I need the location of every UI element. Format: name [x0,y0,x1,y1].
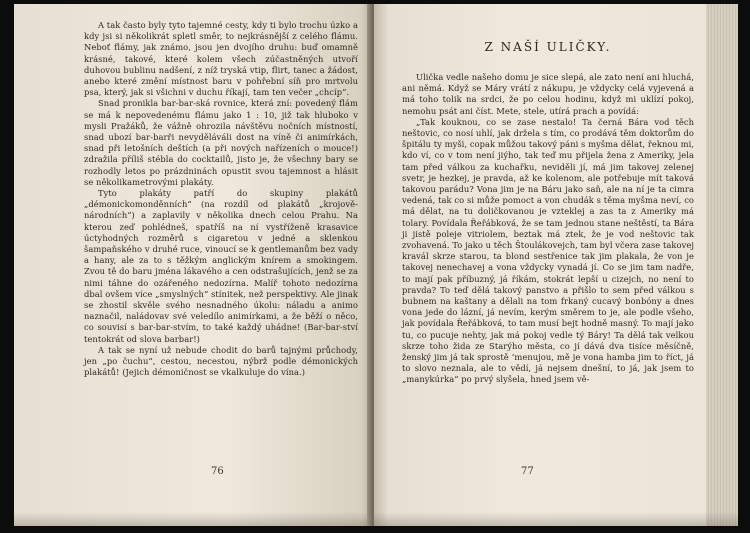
paragraph: „Tak kouknou, co se zase nestalo! Ta černá Bára vod těch neštovic, co nosí uhlí, jak držela s tím, co prodává těm doktorům do špitálu ty myši, copak můžou takový páni s myšma dělat, řeknou mi, kdo ví, co v tom není jiýho, tak teď mu přijela žena z Ameriky, jela tam před válkou za kuchařku, neviděli jí, má jim takovej zelenej svetr, je hezkej, je pravda, až ke kolenom, ale potřebuje mít taková takovou parádu? Vona jim je na Báru jako saň, ale na ní je ta cimra vedená, tak co si může pomoct a von chudák s těma myšma neví, co má dělat, na tu doličkovanou je vzteklej a zas ta z Ameriky má tolary. Povídala Řeřábková, že se tam jednou stane neštěstí, ta Bára ji jistě poleje vitriolem, beztak má ztek, že je vod neštovic tak zvohavená. To jako u těch Štoulákovejch, tam byl včera zase takovej kravál skrze starou, ta blond sestřenice tak jim plakala, že von je takovej nenechavej a vona vždycky vynadá jí. Co se jim tam nadře, to mají pak příbuzný, já říkám, stokrát lepší u cizejch, no není to pravda? To teď dělá takový panstvo a přišlo to sem před válkou s bubnem na kaštany a dělali na tom frkaný cucavý bonbóny a dnes vona jede do lázní, já nevím, kerým směrem to je, ale podle všeho, jak povídala Řeřábková, to tam musí bejt hodně masný. To mají jako tu, co pucuje nehty, jak má pokoj vedle tý Báry! Ta dělá tak velkou skrze toho žida ze Starýho města, co jí dává dva tisíce měsíčně, ženský jim já tak sprostě ‘menujou, mě je vona hamba jim to říct, já to slovo neznala, ale to vědí, já nejsem dnešní, to já, jak jsem to „manykúrka“ po prvý slyšela, hned jsem vě- [402,116,694,385]
paragraph: Snad pronikla bar-bar-ská rovnice, která zní: povedený flám se má k nepovedenému flámu jako 1 : 10, již tak hluboko v mysli Pražáků, že vážně ohrozila návštěvu nočních místností, snad ubozí bar-barři nevyděláváli dost na víně či animírkách, snad při letošních deštích (a při nových nařízeních o mouce!) zdražila příliš stébla do cocktailů, jisto je, že všechny bary se rozhodly letos po prázdninách opustit svou tajemnost a hlásit se několikametrovými plakáty. [84,98,358,187]
book-spread [14,4,738,526]
paragraph: Ulička vedle našeho domu je sice slepá, ale zato není ani hluchá, ani němá. Když se Máry vrátí z nákupu, je vždycky celá vyjevená a má toho tolik na srdci, že po celou hodinu, když mi uklízí pokoj, nemohu psát ani číst. Mete, stele, utírá prach a povídá: [402,72,694,116]
page-shadow [14,512,372,526]
chapter-title: Z NAŠÍ ULIČKY. [484,40,612,54]
page-edges [706,4,738,526]
left-page-text [84,20,358,379]
right-page [374,4,738,526]
left-page [14,4,372,526]
page-number: 76 [211,466,224,477]
paragraph: A tak se nyní už nebude chodit do barů tajnými průchody, jen „po čuchu“, cestou, necestou, nýbrž podle démonických plakátů! (Jejich démoničnost se vkalkuluje do vína.) [84,344,358,378]
right-page-text [402,72,694,386]
paragraph: Tyto plakáty patří do skupiny plakátů „démonickomonděnních“ (na rozdíl od plakátů „krojově-národních“) a zaplavily v několika dnech celou Prahu. Na kterou zeď pohlédneš, spatříš na ní vystříženě krasavice úctyhodných rozměrů s cigaretou v jedné a sklenkou šampaňského v druhé ruce, vinoucí se k gentlemanům bez vady a hany, ale za to s těžkým anglickým knírem a smokingem. Zvou tě do baru jména lákavého a cen odstrašujících, jenž se za nimi táhne do ozářeného nedozírna. Malíř tohoto nedozírna dbal ovšem více „smyslných“ stínitek, než perspektivy. Ale jinak se zhostil skvěle svého nesnadného úkolu: náladu a animo naznačil, naládovav své veledílo animírkami, a že běží o něco, co souvisí s bar-bar-stvím, to také každý uhádne! (Bar-bar-ství tentokrát od slova barbar!) [84,188,358,344]
page-number: 77 [521,466,534,477]
paragraph: A tak často byly tyto tajemné cesty, kdy ti bylo trochu úzko a kdy jsi si několikrát spletl směr, to nejkrásnější z celého flámu. Neboť flámy, jak známo, jsou jen dvojího druhu: buď omamně krásné, takové, které kolem všech zúčastněných utvoří duhovou bublinu nadšení, z níž tryská vtip, flirt, tanec a žádost, anebo které změní místnost baru v pohřební síň pro mrtvolu psa, který, jak si všichni v duchu říkají, tam ten večer „chcíp“. [84,20,358,98]
page-shadow [374,512,738,526]
